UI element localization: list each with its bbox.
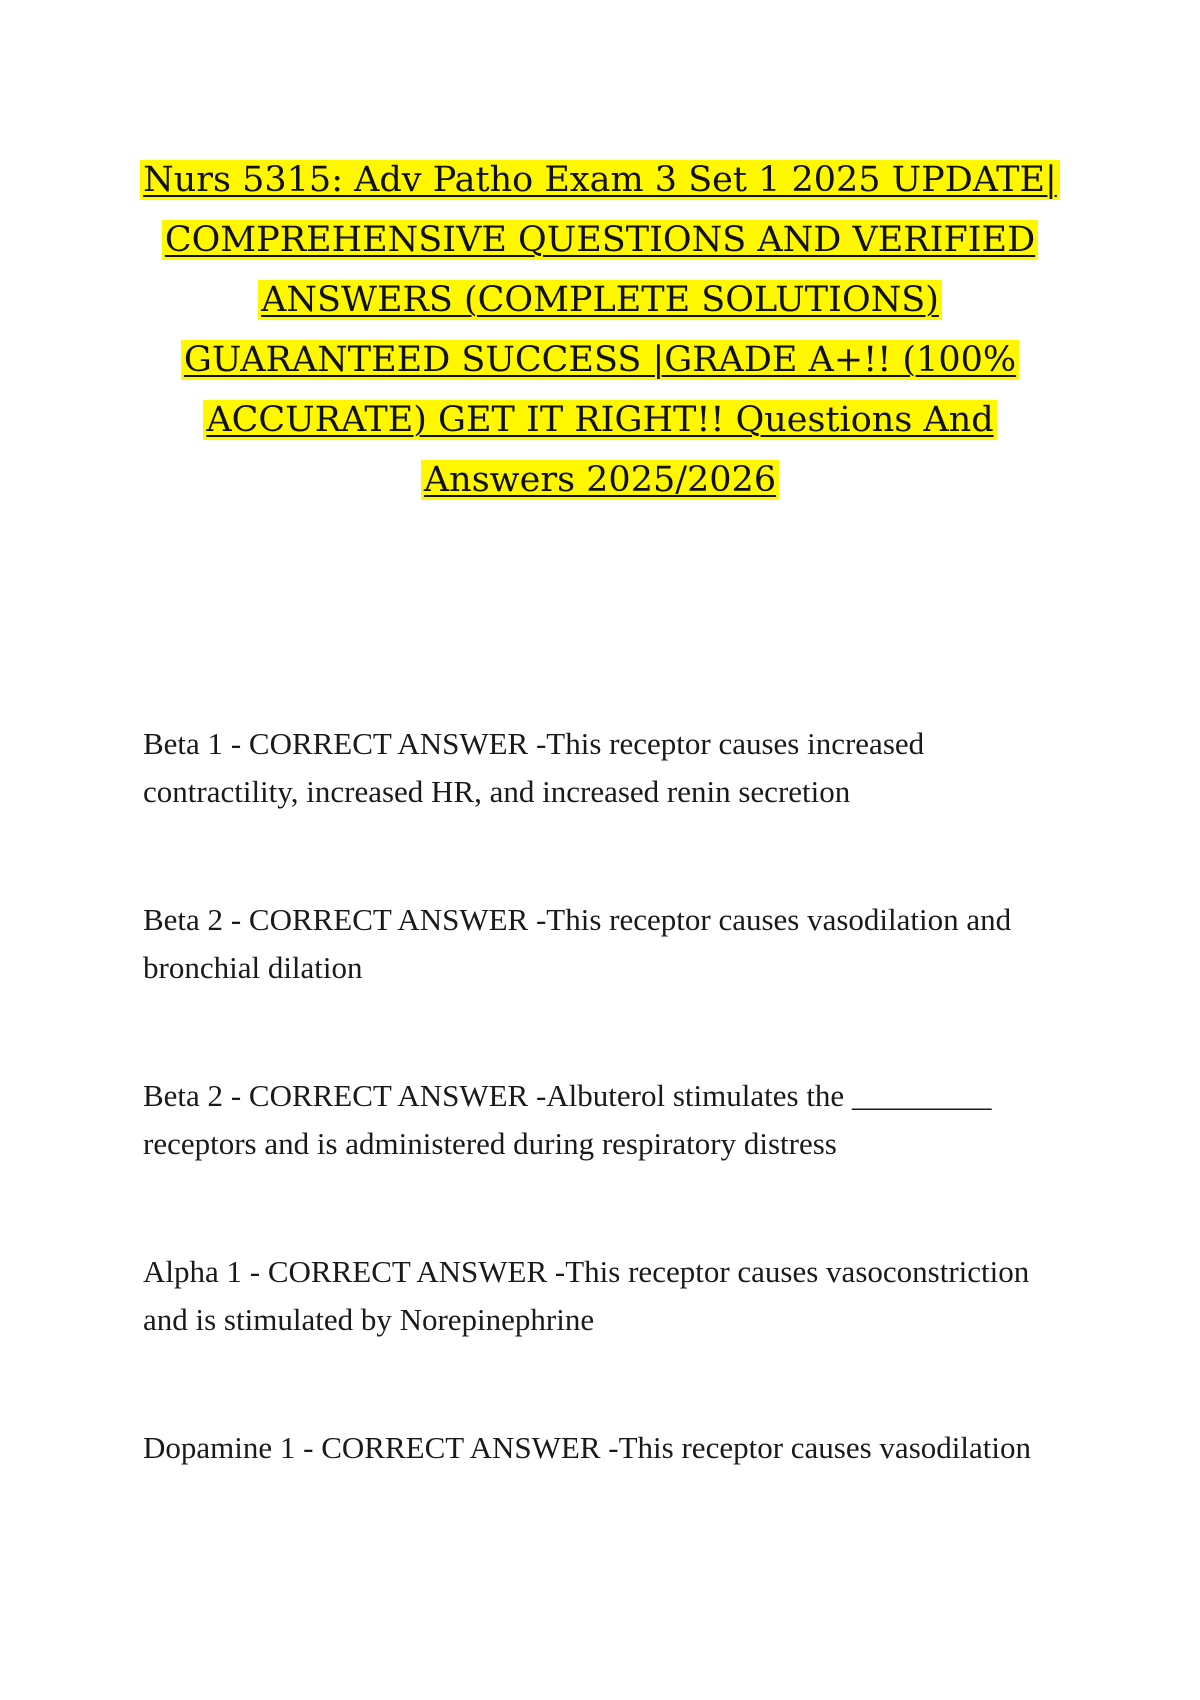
qa-separator: - CORRECT ANSWER - xyxy=(230,902,547,937)
title-line-text: Nurs 5315: Adv Patho Exam 3 Set 1 2025 UPDATE| xyxy=(140,160,1060,200)
qa-list xyxy=(143,720,1073,1552)
qa-term: Alpha 1 xyxy=(143,1254,243,1289)
qa-separator: - CORRECT ANSWER - xyxy=(303,1430,619,1465)
qa-separator: - CORRECT ANSWER - xyxy=(230,1078,547,1113)
title-line xyxy=(100,270,1100,330)
qa-term: Beta 2 xyxy=(143,902,224,937)
qa-answer: This receptor causes increased contractility, increased HR, and increased renin secretion xyxy=(143,726,925,809)
qa-item xyxy=(143,896,1073,992)
qa-item xyxy=(143,1424,1073,1472)
document-title xyxy=(100,150,1100,510)
qa-term: Beta 2 xyxy=(143,1078,224,1113)
title-line xyxy=(100,330,1100,390)
title-line xyxy=(100,210,1100,270)
qa-item xyxy=(143,1072,1073,1168)
title-line-text: COMPREHENSIVE QUESTIONS AND VERIFIED xyxy=(162,220,1038,260)
title-line xyxy=(100,390,1100,450)
qa-term: Beta 1 xyxy=(143,726,224,761)
title-line-text: ANSWERS (COMPLETE SOLUTIONS) xyxy=(258,280,942,320)
qa-answer: This receptor causes vasodilation and bronchial dilation xyxy=(143,902,1012,985)
qa-answer: This receptor causes vasodilation xyxy=(618,1430,1031,1465)
title-line xyxy=(100,450,1100,510)
title-line-text: ACCURATE) GET IT RIGHT!! Questions And xyxy=(203,400,996,440)
title-line-text: Answers 2025/2026 xyxy=(421,460,779,500)
qa-separator: - CORRECT ANSWER - xyxy=(230,726,547,761)
qa-separator: - CORRECT ANSWER - xyxy=(249,1254,566,1289)
qa-answer: This receptor causes vasoconstriction and is stimulated by Norepinephrine xyxy=(143,1254,1030,1337)
qa-item xyxy=(143,1248,1073,1344)
qa-term: Dopamine 1 xyxy=(143,1430,296,1465)
qa-answer: Albuterol stimulates the _________ receptors and is administered during respiratory distress xyxy=(143,1078,992,1161)
title-line-text: GUARANTEED SUCCESS |GRADE A+!! (100% xyxy=(181,340,1019,380)
qa-item xyxy=(143,720,1073,816)
title-line xyxy=(100,150,1100,210)
